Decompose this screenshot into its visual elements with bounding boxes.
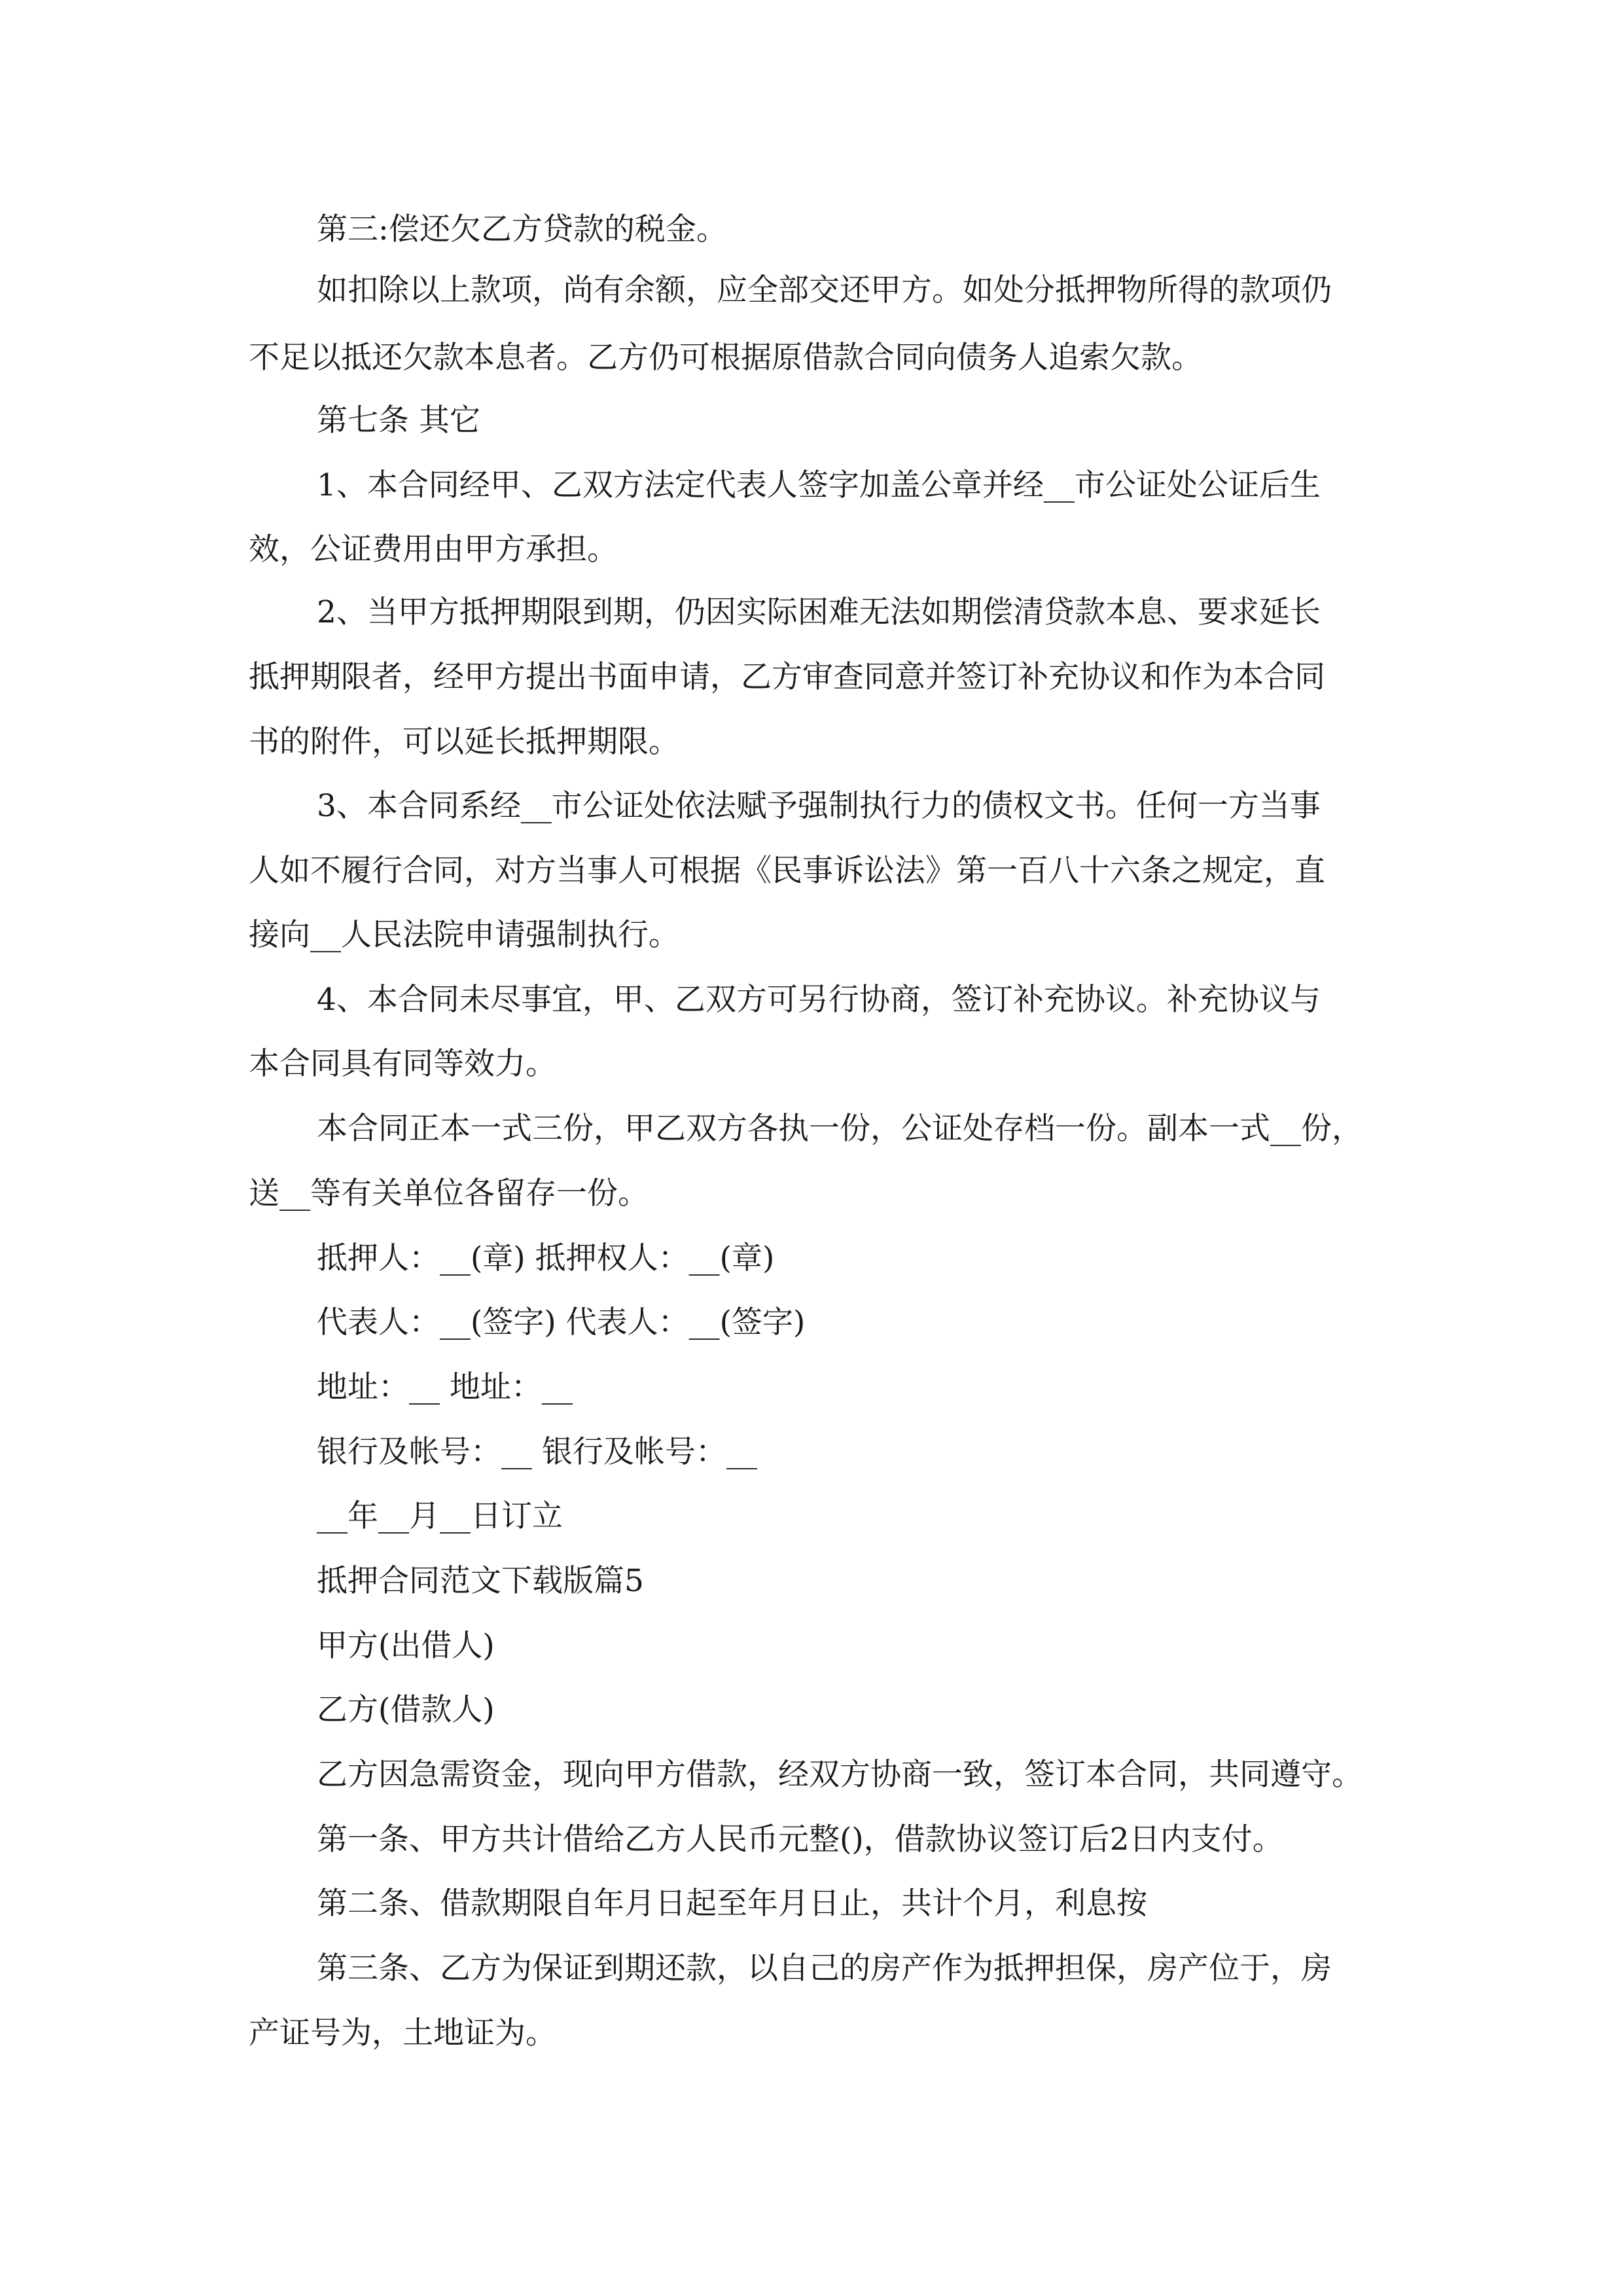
text-line: 4、本合同未尽事宜，甲、乙双方可另行协商，签订补充协议。补充协议与 [317, 982, 1321, 1018]
text-line: 第三:偿还欠乙方贷款的税金。 [317, 211, 727, 247]
text-line: 接向__人民法院申请强制执行。 [249, 917, 679, 953]
text-line: 第一条、甲方共计借给乙方人民币元整()，借款协议签订后2日内支付。 [317, 1821, 1283, 1857]
signature-line: 银行及帐号：__ 银行及帐号：__ [317, 1434, 757, 1470]
text-line: 不足以抵还欠款本息者。乙方仍可根据原借款合同向债务人追索欠款。 [249, 340, 1202, 376]
text-line: 产证号为，土地证为。 [249, 2015, 556, 2051]
section-heading: 第七条 其它 [317, 403, 480, 439]
text-line: 如扣除以上款项，尚有余额，应全部交还甲方。如处分抵押物所得的款项仍 [317, 272, 1332, 308]
text-line: 第二条、借款期限自年月日起至年月日止，共计个月，利息按 [317, 1886, 1147, 1922]
party-line: 乙方(借款人) [317, 1692, 495, 1728]
text-line: 书的附件，可以延长抵押期限。 [249, 724, 679, 760]
text-line: 本合同正本一式三份，甲乙双方各执一份，公证处存档一份。副本一式__份， [317, 1111, 1363, 1147]
section-heading: 抵押合同范文下载版篇5 [317, 1563, 644, 1599]
signature-line: 代表人：__(签字) 代表人：__(签字) [317, 1304, 806, 1340]
text-line: 1、本合同经甲、乙双方法定代表人签字加盖公章并经__市公证处公证后生 [317, 467, 1321, 503]
text-line: 人如不履行合同，对方当事人可根据《民事诉讼法》第一百八十六条之规定，直 [249, 853, 1325, 889]
text-line: 送__等有关单位各留存一份。 [249, 1175, 649, 1211]
text-line: 3、本合同系经__市公证处依法赋予强制执行力的债权文书。任何一方当事 [317, 788, 1321, 824]
signature-line: 地址：__ 地址：__ [317, 1369, 573, 1405]
text-line: 效，公证费用由甲方承担。 [249, 531, 618, 567]
text-line: 2、当甲方抵押期限到期，仍因实际困难无法如期偿清贷款本息、要求延长 [317, 594, 1321, 630]
text-line: 乙方因急需资金，现向甲方借款，经双方协商一致，签订本合同，共同遵守。 [317, 1757, 1363, 1793]
signature-line: 抵押人：__(章) 抵押权人：__(章) [317, 1240, 775, 1276]
party-line: 甲方(出借人) [317, 1628, 495, 1664]
text-line: 第三条、乙方为保证到期还款，以自己的房产作为抵押担保，房产位于，房 [317, 1950, 1332, 1986]
text-line: 抵押期限者，经甲方提出书面申请，乙方审查同意并签订补充协议和作为本合同 [249, 659, 1325, 695]
text-line: 本合同具有同等效力。 [249, 1046, 556, 1082]
date-line: __年__月__日订立 [317, 1498, 563, 1534]
